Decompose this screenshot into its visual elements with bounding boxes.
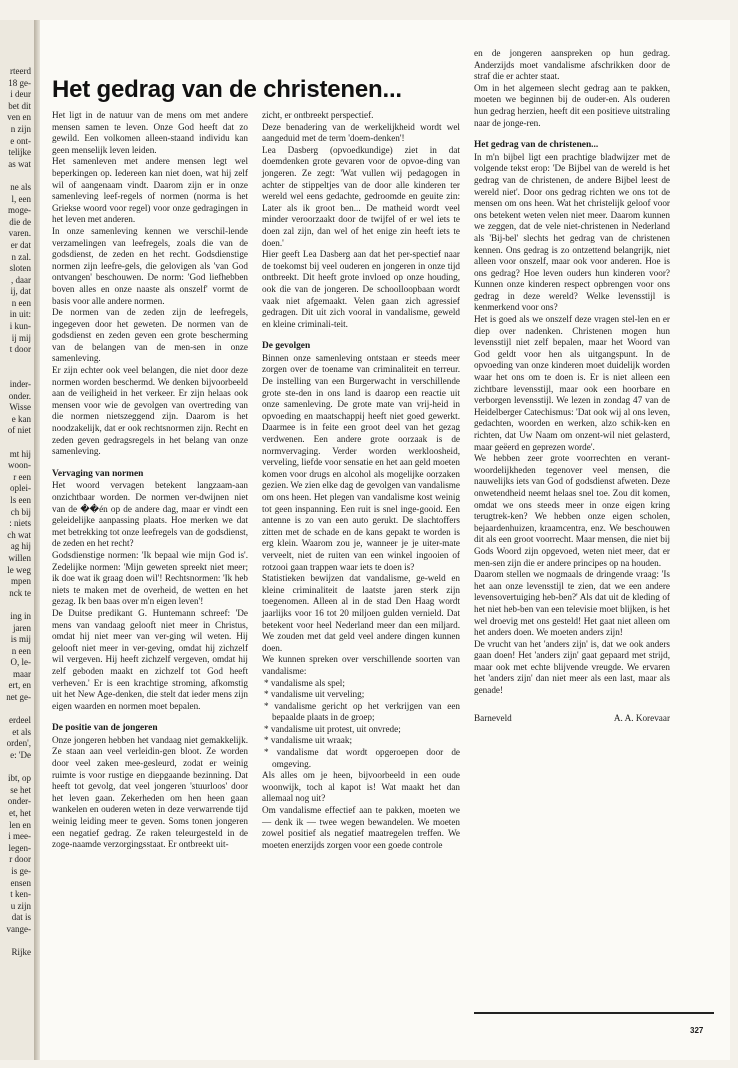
fragment-line: [0, 936, 34, 948]
page-number: 327: [690, 1026, 704, 1035]
fragment-line: ls een: [10, 494, 31, 505]
paragraph: Deze benadering van de werkelijkheid wordt wel aangeduid met de term 'doem-denken'!: [262, 121, 460, 144]
fragment-line: [0, 437, 34, 449]
fragment-line: i kun-: [9, 321, 31, 332]
fragment-line: 18 ge-: [8, 77, 31, 88]
paragraph: Binnen onze samenleving ontstaan er steeds meer zorgen over de toename van criminaliteit en terreur. De instelling van een Burgerwacht in verschillende grote ste-den in ons land is daarop een reactie uit onze samenleving. De grote mate van vrij-heid in opvoeding en maatschappij heeft niet goed gewerkt. Daarmee is in feite een groot deel van het gezag verdwenen. Een andere grote oorzaak is de normvervaging. Verder worden werkloosheid, verveling, liefde voor sensatie en het aan geld moeten komen voor drugs en alcohol als mogelijke oorzaken gezien. We zien elke dag de gevolgen van vandalisme om ons heen. Het plegen van vandalisme kost weinig tot geen inspanning. Een ruit is snel inge-gooid. Een antenne is zo van een auto gerukt. De slachtoffers zitten met de schade en de kans gepakt te worden is erg klein. Waarom zou je, wanneer je je uiter-mate verveelt, niet de ruiten van een winkel ingooien of rotzooi gaan trappen waar iets te doen is?: [262, 352, 460, 572]
fragment-line: die de: [9, 216, 31, 227]
fragment-line: n een: [11, 297, 31, 308]
section-heading: Het gedrag van de christenen...: [474, 140, 599, 151]
paragraph: We hebben zeer grote voorrechten en verant-woordelijkheden tegenover veel mensen, die nauwelijks iets van God of godsdienst afweten. Deze onwetendheid neemt helaas snel toe. Zou dit komen, omdat we ons steeds meer in onze eigen kring terugtrek-ken? We hebben onze eigen scholen, bejaardenhuizen, kraamcentra, enz. We beschouwen dit als een groot voorrecht. Maar mensen, die niet bij Gods Woord zijn opgevoed, weten niet meer, dat er men-sen zijn die er andere principes op na houden.: [474, 453, 670, 568]
fragment-line: t ken-: [10, 889, 31, 900]
fragment-line: sloten: [9, 263, 31, 274]
fragment-line: er dat: [10, 239, 31, 250]
paragraph: Er zijn echter ook veel belangen, die niet door deze normen worden beschermd. We denken bijvoorbeeld aan de veiligheid in het verkeer. Er zijn helaas ook mensen voor wie de gevolgen van overtreding van die normen nietszeggend zijn. Daarom is het noodzakelijk, dat er ook rechtsnormen zijn. Recht en zeden geven gedragsregels in het belang van onze samenleving.: [52, 365, 248, 457]
paragraph: Onze jongeren hebben het vandaag niet gemakkelijk. Ze staan aan veel verleidin-gen bloot. Ze worden door veel zaken mee-gesleurd, zodat er weinig ruimte is voor rustige en diepgaande bezinning. Dat heeft tot gevolg, dat veel jongeren 'stuurloos' door het leven gaan. Zekerheden om hen heen gaan wankelen en ouderen weten in deze verwarrende tijd weinig leiding meer te geven. Soms tonen jongeren een negatief gedrag. Ze raken teleurgesteld in de zoge-naamde verzorgingsstaat. Er ontbreekt uit-: [52, 734, 248, 850]
fragment-line: ag hij: [10, 541, 31, 552]
fragment-line: rteerd: [10, 66, 31, 76]
fragment-line: se het: [10, 784, 31, 795]
fragment-line: l, een: [11, 193, 31, 204]
fragment-line: dat is: [11, 912, 31, 923]
fragment-line: in uit:: [9, 309, 31, 320]
paragraph: De Duitse predikant G. Huntemann schreef: 'De mens van vandaag gelooft niet meer in Christus, omdat hij niet meer van ver-ging wil weten. Hij gelooft niet meer in ver-geving, omdat hij zichzelf wil vergeven. Hij heeft zichzelf vergeven, omdat hij zelf geboden maakt en zichzelf tot God heeft verheven.' Er is een krachtige stroming, afkomstig uit het New Age-denken, die stelt dat ieder mens zijn eigen waarden en normen moet bepalen.: [52, 607, 248, 711]
paragraph: In m'n bijbel ligt een prachtige bladwijzer met de volgende tekst erop: 'De Bijbel van de wereld is het gedrag van de christenen, de andere Bijbel leest de wereld niet'. Door ons gedrag richten we ons tot de mensen om ons heen. Wat het christelijk geloof voor ons betekent weten velen niet meer. Daarom kunnen we zeggen, dat de vele niet-christenen in Nederland als 'Bij-bel' slechts het gedrag van de christenen kennen. Ons gedrag is zo ontzettend belangrijk, niet alleen voor onszelf, maar ook voor anderen. Hoe is ons gedrag? Hoe leven ouders hun kinderen voor? Kunnen onze kinderen respect opbrengen voor ons gedrag in deze wereld? Welke levensstijl is kenmerkend voor ons?: [474, 151, 670, 313]
paragraph: zicht, er ontbreekt perspectief.: [262, 110, 374, 120]
fragment-line: as wat: [8, 158, 31, 169]
fragment-line: et, het: [9, 808, 31, 818]
previous-page-fragments: [0, 20, 34, 959]
paragraph: Het ligt in de natuur van de mens om met andere mensen samen te leven. Onze God heeft dat zo gewild. Een volkomen alleen-staand individu kan geen menselijk leven leiden.: [52, 110, 248, 155]
fragment-line: jaren: [13, 622, 31, 633]
fragment-line: is mij: [10, 634, 31, 645]
section-heading: Vervaging van normen: [52, 468, 144, 479]
article-column-3: [474, 48, 670, 724]
fragment-line: ne als: [10, 181, 31, 192]
fragment-line: [0, 170, 34, 182]
fragment-line: [0, 762, 34, 774]
fragment-line: erdeel: [9, 715, 31, 726]
fragment-line: legen-: [8, 842, 31, 853]
fragment-line: mpen: [11, 576, 31, 587]
fragment-line: t door: [9, 344, 31, 355]
fragment-line: [0, 367, 34, 379]
fragment-line: onder.: [8, 390, 31, 401]
fragment-line: ij, dat: [10, 286, 31, 297]
fragment-line: inder-: [9, 379, 31, 390]
fragment-line: e kan: [11, 413, 31, 424]
paragraph: Om in het algemeen slecht gedrag aan te pakken, moeten we beginnen bij de ouder-en. Als ouderen hun gedrag herzien, heeft dit een positieve uitstraling naar de jonge-ren.: [474, 82, 670, 128]
fragment-line: net ge-: [6, 692, 31, 703]
fragment-line: of niet: [7, 425, 31, 436]
list-item: * vandalisme als spel;: [264, 677, 345, 688]
fragment-line: ensen: [10, 877, 31, 888]
fragment-line: r een: [13, 471, 31, 482]
fragment-line: len en: [9, 819, 31, 830]
fragment-line: ch bij: [10, 506, 31, 517]
fragment-line: vange-: [6, 923, 31, 934]
fragment-line: ch wat: [7, 529, 31, 540]
fragment-line: u zijn: [10, 900, 31, 911]
fragment-line: willen: [8, 552, 31, 563]
fragment-line: n een: [11, 645, 31, 656]
fragment-line: varen.: [8, 228, 31, 239]
paragraph: Hier geeft Lea Dasberg aan dat het per-spectief naar de toekomst bij veel ouderen en jongeren in onze tijd ontbreekt. Dit heeft grote invloed op onze houding, ook die van de jongeren. De schoolloopbaan wordt vaak niet afgemaakt. Velen gaan zich agressief gedragen. Dit uit zich vooral in vandalisme, geweld en kleine criminali-teit.: [262, 249, 460, 329]
fragment-line: : niets: [9, 518, 31, 529]
fragment-line: ibt, op: [7, 773, 31, 784]
fragment-line: ven en: [7, 112, 31, 123]
fragment-line: is ge-: [11, 865, 31, 876]
list-item: * vandalisme dat wordt opgeroepen door de omgeving.: [264, 747, 460, 769]
paragraph: en de jongeren aanspreken op hun gedrag. Anderzijds moet vandalisme afschrikken door de straf die er achter staat.: [474, 48, 670, 82]
paragraph: Statistieken bewijzen dat vandalisme, ge-weld en kleine criminaliteit de laatste jaren sterk zijn toegenomen. Alleen al in de stad Den Haag wordt jaarlijks voor 16 tot 20 miljoen gulden vernield. Dat betekent voor heel Nederland meer dan een miljard. We zouden met dat geld veel andere dingen kunnen doen.: [262, 573, 460, 653]
article-column-1: [52, 110, 248, 851]
fragment-line: ij mij: [11, 332, 31, 343]
fragment-line: e ont-: [10, 135, 31, 146]
fragment-line: e: 'De: [10, 750, 31, 761]
section-heading: De gevolgen: [262, 341, 311, 352]
paragraph: Godsdienstige normen: 'Ik bepaal wie mijn God is'. Zedelijke normen: 'Mijn geweten spreekt niet meer; ik doe wat ik graag doen wil'! Rechtsnormen: 'Ik heb niets te maken met de overheid, de wetten en het gezag. Ik ben baas over m'n eigen leven'!: [52, 549, 248, 607]
fragment-line: woon-: [8, 460, 31, 471]
fragment-line: [0, 704, 34, 716]
fragment-line: mt hij: [9, 448, 31, 459]
fragment-line: bet dit: [8, 100, 31, 111]
fragment-line: O, le-: [10, 657, 31, 668]
paragraph: De vrucht van het 'anders zijn' is, dat we ook anders gaan doen! Het 'anders zijn' gaat gepaard met strijd, maar ook met echte blijvende vreugde. We ervaren het 'anders zijn' dan niet meer als een last, maar als genade!: [474, 638, 670, 696]
fragment-line: ing in: [10, 610, 31, 621]
fragment-line: onder-: [7, 796, 31, 807]
list-item: * vandalisme gericht op het verkrijgen van een bepaalde plaats in de groep;: [264, 700, 460, 723]
paragraph: Het is goed als we onszelf deze vragen stel-len en er diep over nadenken. Christenen mogen hun levensstijl niet zelf bepalen, maar het Woord van God geldt voor hen als uitgangspunt. In de opvoeding van onze kinderen moet duidelijk worden waar het ons om te doen is. Er is niet alleen een zichtbare levensstijl, maar ook een hoorbare en verborgen levensstijl. We lezen in zondag 47 van de Heidelberger Catechismus: 'Dat ook wij al ons leven, gedachten, woorden en werken, alzo schik-ken en richten, dat Uw Naam om onzent-wil niet gelasterd, maar geëerd en geprezen worde'.: [474, 314, 670, 452]
signature-line: [474, 713, 670, 725]
fragment-line: oplei-: [10, 483, 31, 494]
article-column-2: [262, 110, 460, 851]
paragraph: Als alles om je heen, bijvoorbeeld in een oude woonwijk, toch al kapot is! Wat maakt het dan allemaal nog uit?: [262, 770, 460, 804]
author-name: A. A. Korevaar: [613, 712, 670, 723]
previous-page-edge: [0, 20, 35, 1060]
fragment-line: [0, 356, 34, 368]
fragment-line: i mee-: [8, 831, 31, 842]
paragraph: Het woord vervagen betekent langzaam-aan onzichtbaar worden. De normen ver-dwijnen niet van de ��én op de andere dag, maar er vindt een geleidelijke aanpassing plaats. Hoe merken we dat met betrekking tot onze leefregels van de godsdienst, de zeden en het recht?: [52, 480, 248, 549]
fragment-line: Wisse: [9, 402, 31, 413]
fragment-line: moge-: [8, 205, 31, 216]
fragment-line: , daar: [11, 274, 31, 285]
end-rule: [474, 1012, 714, 1014]
fragment-line: i deur: [10, 89, 31, 100]
fragment-line: r door: [9, 854, 31, 865]
place-name: Barneveld: [474, 712, 512, 723]
list-item: * vandalisme uit verveling;: [264, 689, 365, 700]
fragment-line: Rijke: [11, 947, 31, 958]
fragment-line: nck te: [9, 587, 31, 598]
paragraph: De normen van de zeden zijn de leefregels, ingegeven door het geweten. De normen van de godsdienst en zeden geven een grote bescherming van de belangen van de men-sen in onze samenleving.: [52, 307, 248, 364]
fragment-line: n zal.: [11, 251, 31, 262]
fragment-line: ert, en: [8, 680, 31, 691]
fragment-line: et als: [12, 726, 31, 737]
fragment-line: le weg: [7, 564, 31, 575]
list-item: * vandalisme uit wraak;: [264, 735, 353, 746]
fragment-line: [0, 599, 34, 611]
fragment-line: telijke: [8, 147, 31, 158]
fragment-line: n zijn: [10, 123, 31, 134]
paragraph: Om vandalisme effectief aan te pakken, moeten we — denk ik — twee wegen bewandelen. We moeten zowel positief als negatief maatregelen treffen. We moeten enerzijds zorgen voor een goede controle: [262, 805, 460, 850]
paragraph: We kunnen spreken over verschillende soorten van vandalisme:: [262, 654, 460, 676]
fragment-line: maar: [13, 668, 31, 679]
article-title: Het gedrag van de christenen...: [52, 76, 402, 103]
fragment-line: orden',: [6, 738, 31, 749]
paragraph: Daarom stellen we nogmaals de dringende vraag: 'Is het aan onze levensstijl te zien, dat we een andere levensovertuiging heb-ben?' Als dat uit de kleding of het niet heb-ben van een televisie moet blijken, is het wel droevig met ons gesteld! Het gaat niet alleen om het anders doen. We moeten anders zijn!: [474, 569, 670, 638]
paragraph: Lea Dasberg (opvoedkundige) ziet in dat doemdenken grote gevaren voor de opvoe-ding van jongeren. Ze zegt: 'Wat vullen wij pedagogen in achter de stippeltjes van de door alle kinderen ter wereld wel eens gedachte, gedroomde en geuite zin: Later als ik groot ben... De matheid wordt veel minder veroorzaakt door de twijfel of er wel iets te doen zal zijn, dan wel of het enige zin heeft iets te doen.': [262, 144, 460, 248]
vandalism-types-list: [262, 678, 460, 771]
paragraph: Het samenleven met andere mensen legt wel beperkingen op. Iedereen kan niet doen, wat hij zelf wil of aangenaam vindt. Daarom zijn er in onze samenleving leef-regels of normen (norma is het Griekse woord voor regel) voor onze gedragingen in het leven met anderen.: [52, 156, 248, 225]
list-item: * vandalisme uit protest, uit onvrede;: [264, 723, 401, 734]
section-heading: De positie van de jongeren: [52, 723, 158, 734]
paragraph: In onze samenleving kennen we verschil-lende verzamelingen van leefregels, zoals die van de godsdienst, de zeden en het recht. Godsdienstige normen zijn leefre-gels, die gelovigen als 'van God ontvangen' beschouwen. De norm: 'God liefhebben boven alles en onze naaste als onszelf' vormt de basis voor alle andere normen.: [52, 225, 248, 306]
